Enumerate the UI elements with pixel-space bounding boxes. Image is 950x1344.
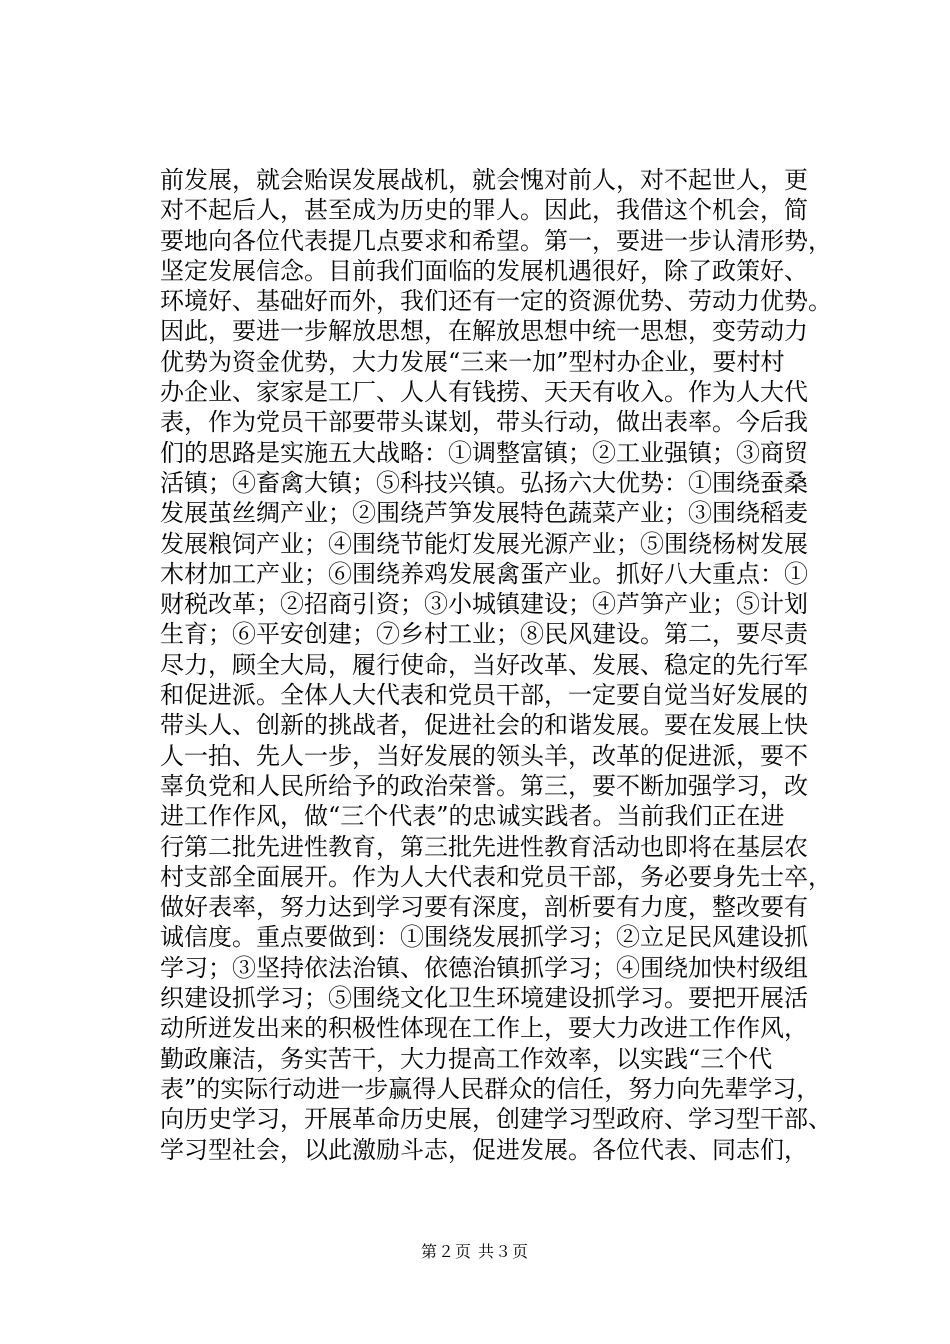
text-line: 财税改革；②招商引资；③小城镇建设；④芦笋产业；⑤计划 xyxy=(160,590,808,619)
text-line: 人一拍、先人一步，当好发展的领头羊，改革的促进派，要不 xyxy=(160,741,808,770)
text-line: 学习；③坚持依法治镇、依德治镇抓学习；④围绕加快村级组 xyxy=(160,953,808,982)
text-line: 做好表率，努力达到学习要有深度，剖析要有力度，整改要有 xyxy=(160,893,808,922)
text-line: 木材加工产业；⑥围绕养鸡发展禽蛋产业。抓好八大重点：① xyxy=(160,559,808,588)
text-line: 带头人、创新的挑战者，促进社会的和谐发展。要在发展上快 xyxy=(160,711,808,740)
text-line: 坚定发展信念。目前我们面临的发展机遇很好，除了政策好、 xyxy=(160,256,808,285)
text-line: 学习型社会，以此激励斗志，促进发展。各位代表、同志们， xyxy=(160,1135,808,1164)
text-line: 动所迸发出来的积极性体现在工作上，要大力改进工作作风， xyxy=(160,1014,808,1043)
text-line: 织建设抓学习；⑤围绕文化卫生环境建设抓学习。要把开展活 xyxy=(160,984,808,1013)
text-line: 优势为资金优势，大力发展“三来一加”型村办企业，要村村 xyxy=(160,347,785,376)
text-line: 辜负党和人民所给予的政治荣誉。第三，要不断加强学习，改 xyxy=(160,771,808,800)
text-line: 环境好、基础好而外，我们还有一定的资源优势、劳动力优势。 xyxy=(160,287,832,316)
text-line: 对不起后人，甚至成为历史的罪人。因此，我借这个机会，简 xyxy=(160,196,808,225)
text-line: 尽力，顾全大局，履行使命，当好改革、发展、稳定的先行军 xyxy=(160,650,808,679)
text-line: 表，作为党员干部要带头谋划，带头行动，做出表率。今后我 xyxy=(160,408,808,437)
text-line: 村支部全面展开。作为人大代表和党员干部，务必要身先士卒， xyxy=(160,862,832,891)
text-line: 向历史学习，开展革命历史展，创建学习型政府、学习型干部、 xyxy=(160,1105,832,1134)
text-line: 活镇；④畜禽大镇；⑤科技兴镇。弘扬六大优势：①围绕蚕桑 xyxy=(160,468,808,497)
text-line: 诚信度。重点要做到：①围绕发展抓学习；②立足民风建设抓 xyxy=(160,923,808,952)
text-line: 要地向各位代表提几点要求和希望。第一，要进一步认清形势， xyxy=(160,226,832,255)
text-line: 办企业、家家是工厂、人人有钱捞、天天有收入。作为人大代 xyxy=(160,378,808,407)
text-line: 发展茧丝绸产业；②围绕芦笋发展特色蔬菜产业；③围绕稻麦 xyxy=(160,499,808,528)
page-footer: 第２页 共３页 xyxy=(420,1242,530,1261)
text-line: 进工作作风，做“三个代表”的忠诚实践者。当前我们正在进 xyxy=(160,802,785,831)
text-line: 行第二批先进性教育，第三批先进性教育活动也即将在基层农 xyxy=(160,832,808,861)
text-line: 因此，要进一步解放思想，在解放思想中统一思想，变劳动力 xyxy=(160,317,808,346)
body-text xyxy=(160,165,850,1165)
text-line: 表”的实际行动进一步赢得人民群众的信任，努力向先辈学习， xyxy=(160,1074,821,1103)
text-line: 们的思路是实施五大战略：①调整富镇；②工业强镇；③商贸 xyxy=(160,438,808,467)
text-line: 发展粮饲产业；④围绕节能灯发展光源产业；⑤围绕杨树发展 xyxy=(160,529,808,558)
text-line: 生育；⑥平安创建；⑦乡村工业；⑧民风建设。第二，要尽责 xyxy=(160,620,808,649)
text-line: 前发展，就会贻误发展战机，就会愧对前人，对不起世人，更 xyxy=(160,166,808,194)
text-line: 和促进派。全体人大代表和党员干部，一定要自觉当好发展的 xyxy=(160,681,808,710)
text-line: 勤政廉洁，务实苦干，大力提高工作效率，以实践“三个代 xyxy=(160,1044,773,1073)
